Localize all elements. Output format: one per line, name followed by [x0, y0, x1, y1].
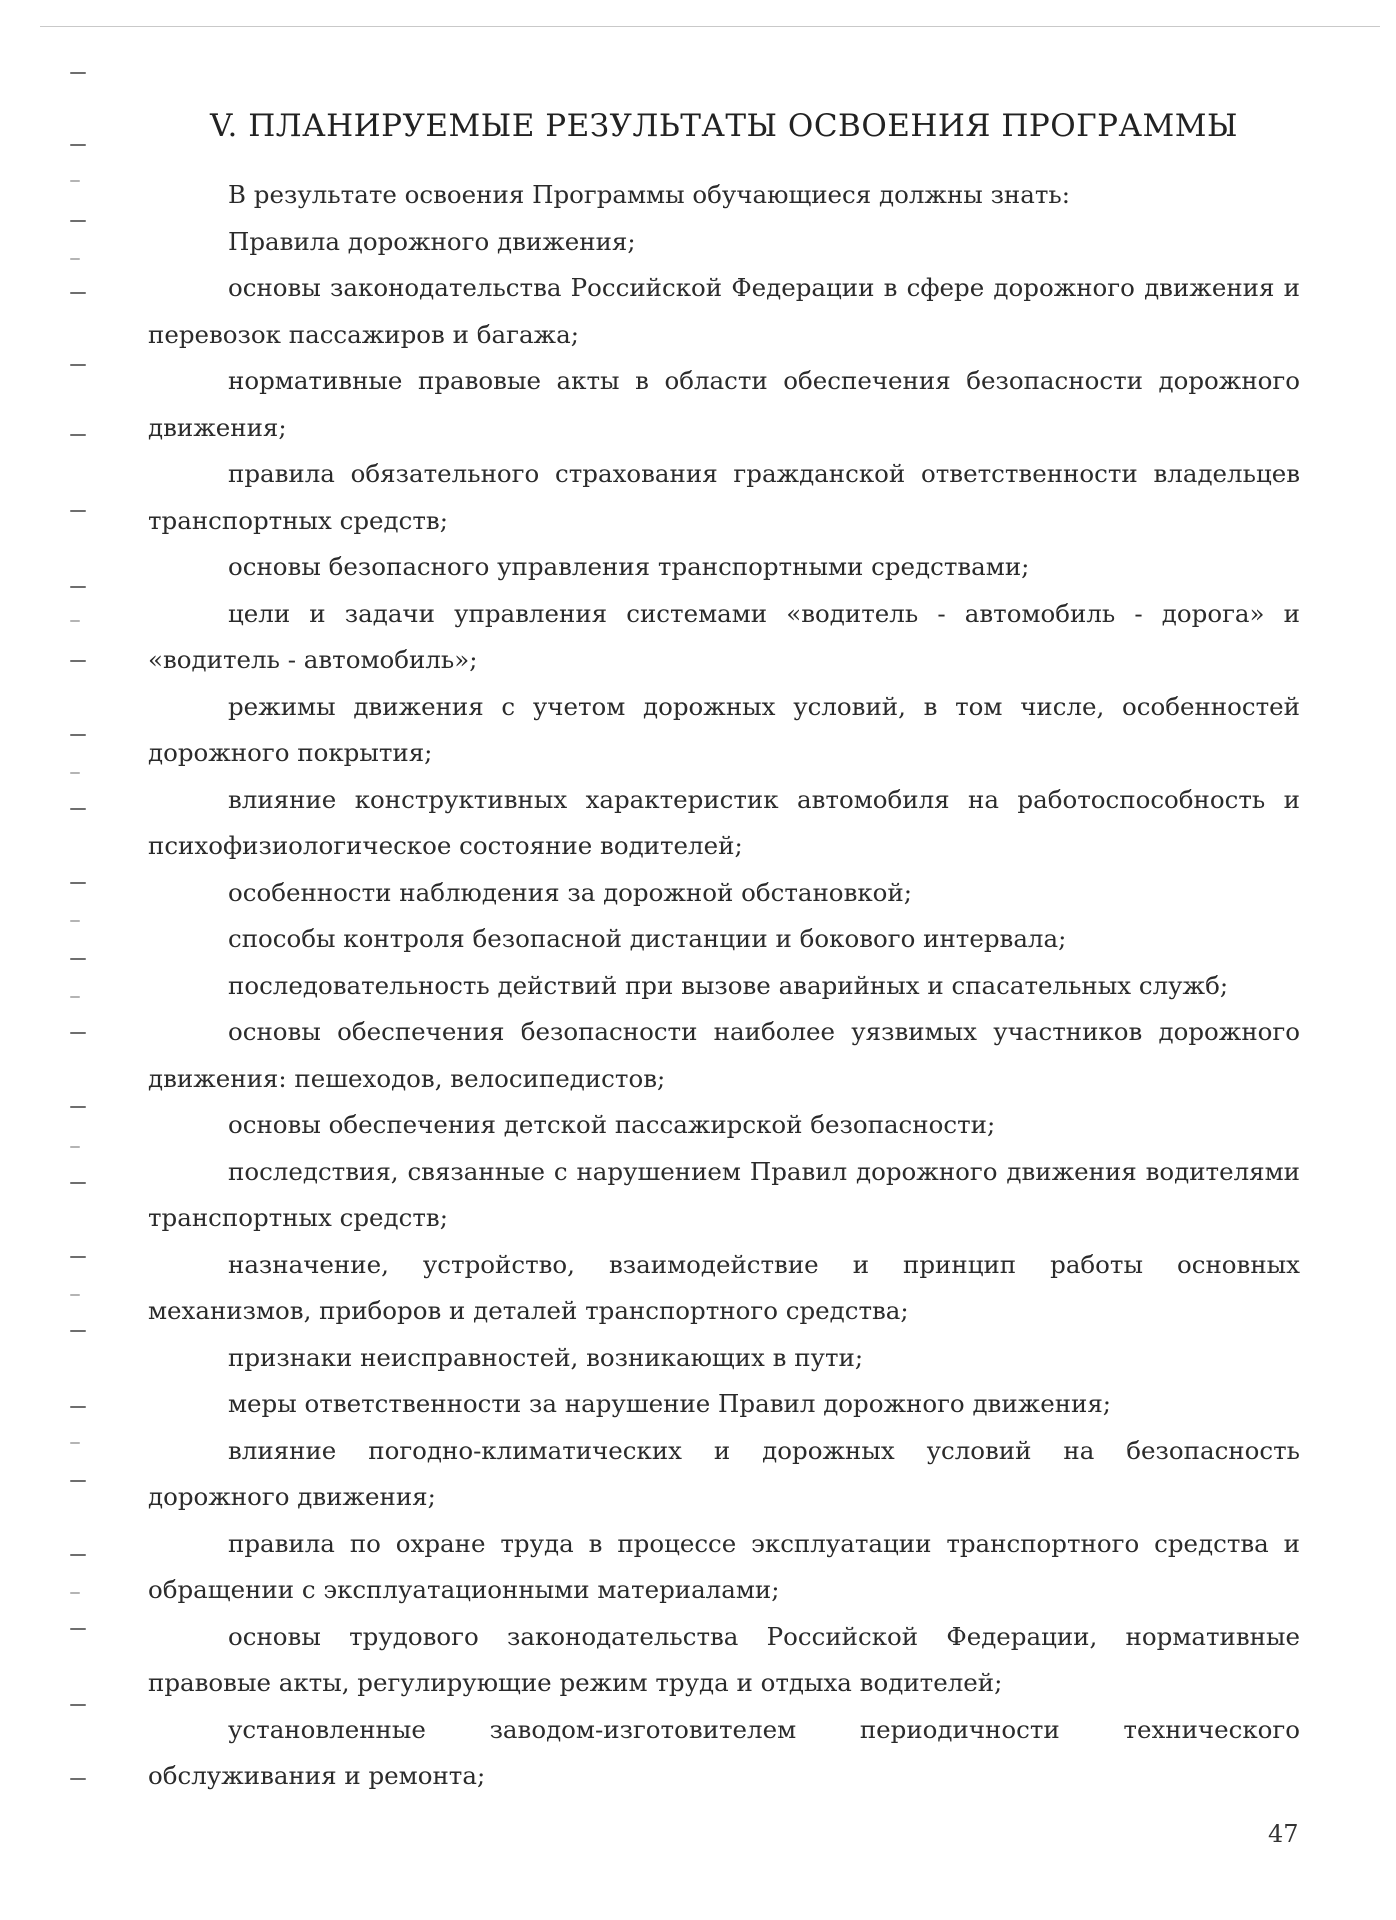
- binding-mark: [70, 1406, 86, 1408]
- paragraph: основы обеспечения безопасности наиболее уязвимых участников дорожного движения: пешеходов, велосипедистов;: [148, 1017, 1300, 1093]
- binding-mark: [70, 772, 80, 774]
- paragraph: нормативные правовые акты в области обеспечения безопасности дорожного движения;: [148, 366, 1300, 442]
- paragraph: влияние погодно-климатических и дорожных условий на безопасность дорожного движения;: [148, 1435, 1300, 1511]
- paragraph: основы безопасного управления транспортными средствами;: [228, 552, 1030, 581]
- binding-mark: [70, 882, 86, 884]
- paragraph: установленные заводом-изготовителем периодичности технического обслуживания и ремонта;: [148, 1714, 1300, 1790]
- binding-mark: [70, 1592, 80, 1594]
- binding-mark: [70, 1294, 80, 1296]
- binding-mark: [70, 510, 86, 512]
- binding-mark: [70, 220, 86, 222]
- binding-mark: [70, 620, 80, 622]
- paragraph: особенности наблюдения за дорожной обстановкой;: [228, 877, 913, 907]
- binding-mark: [70, 434, 86, 436]
- paragraph: последствия, связанные с нарушением Правил дорожного движения водителями транспортных средств;: [148, 1156, 1300, 1232]
- binding-mark: [70, 1182, 86, 1184]
- binding-mark: [70, 808, 86, 810]
- binding-mark: [70, 258, 80, 260]
- binding-mark: [70, 958, 86, 960]
- paragraph: способы контроля безопасной дистанции и бокового интервала;: [228, 924, 1067, 953]
- binding-mark: [70, 72, 86, 74]
- binding-mark: [70, 1554, 86, 1556]
- binding-mark: [70, 1256, 86, 1258]
- paragraph: признаки неисправностей, возникающих в пути;: [228, 1342, 864, 1372]
- paragraph: правила обязательного страхования гражданской ответственности владельцев транспортных средств;: [148, 459, 1300, 535]
- binding-mark: [70, 1106, 86, 1108]
- paragraph: цели и задачи управления системами «водитель - автомобиль - дорога» и «водитель - автомобиль»;: [148, 598, 1300, 674]
- binding-mark: [70, 996, 80, 998]
- section-title: V. ПЛАНИРУЕМЫЕ РЕЗУЛЬТАТЫ ОСВОЕНИЯ ПРОГРАММЫ: [210, 108, 1238, 144]
- document-body: [148, 108, 1300, 1800]
- paragraph: Правила дорожного движения;: [228, 226, 636, 256]
- binding-mark: [70, 292, 86, 294]
- paragraph: В результате освоения Программы обучающиеся должны знать:: [228, 180, 1071, 209]
- binding-mark: [70, 1778, 86, 1780]
- paragraph: последовательность действий при вызове аварийных и спасательных служб;: [228, 970, 1229, 1000]
- binding-mark: [70, 364, 86, 366]
- paragraph: основы законодательства Российской Федерации в сфере дорожного движения и перевозок пассажиров и багажа;: [148, 273, 1300, 349]
- paragraph: основы трудового законодательства Российской Федерации, нормативные правовые акты, регулирующие режим труда и отдыха водителей;: [148, 1621, 1300, 1697]
- paragraph: режимы движения с учетом дорожных условий, в том числе, особенностей дорожного покрытия;: [148, 691, 1300, 767]
- binding-mark: [70, 586, 86, 588]
- paragraph: назначение, устройство, взаимодействие и принцип работы основных механизмов, приборов и деталей транспортного средства;: [148, 1249, 1300, 1325]
- paragraph: основы обеспечения детской пассажирской безопасности;: [228, 1110, 996, 1139]
- binding-mark: [70, 1480, 86, 1482]
- binding-mark: [70, 1442, 80, 1444]
- binding-mark: [70, 144, 86, 146]
- paragraph: влияние конструктивных характеристик автомобиля на работоспособность и психофизиологическое состояние водителей;: [148, 784, 1300, 860]
- top-rule: [40, 26, 1380, 27]
- binding-mark: [70, 180, 80, 182]
- binding-mark: [70, 1032, 86, 1034]
- binding-mark: [70, 920, 80, 922]
- binding-mark: [70, 1330, 86, 1332]
- binding-mark: [70, 1628, 86, 1630]
- page-number: 47: [1268, 1820, 1299, 1848]
- binding-mark: [70, 660, 86, 662]
- binding-marks: [70, 80, 100, 1840]
- paragraph: правила по охране труда в процессе эксплуатации транспортного средства и обращении с эксплуатационными материалами;: [148, 1528, 1300, 1604]
- paragraph: меры ответственности за нарушение Правил дорожного движения;: [228, 1389, 1112, 1418]
- binding-mark: [70, 1146, 80, 1148]
- binding-mark: [70, 1704, 86, 1706]
- binding-mark: [70, 734, 86, 736]
